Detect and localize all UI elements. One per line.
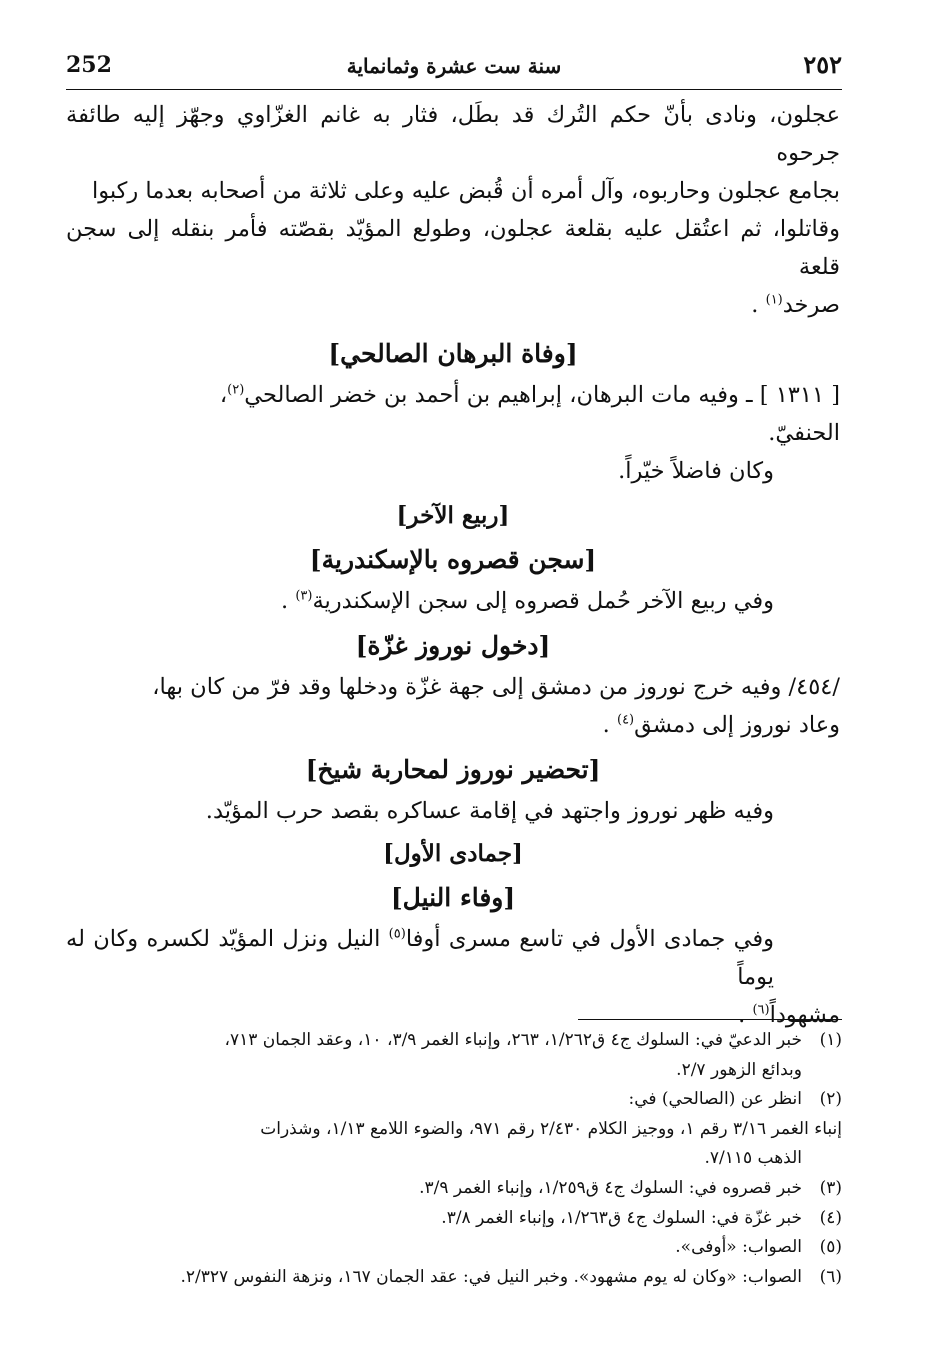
- paragraph-line: وقاتلوا، ثم اعتُقل عليه بقلعة عجلون، وطولع المؤيّد بقصّته فأمر بنقله إلى سجن قلعة: [66, 216, 840, 280]
- footnotes: [66, 1026, 842, 1292]
- footnote-line: إنباء الغمر ٣/١٦ رقم ١، ووجيز الكلام ٢/٤٣٠ رقم ٩٧١، والضوء اللامع ١/١٣، وشذرات: [260, 1118, 842, 1139]
- footnote-text: خبر قصروه في: السلوك ج٤ ق١/٢٥٩، وإنباء الغمر ٣/٩.: [419, 1177, 802, 1198]
- footnote-number: (٣): [819, 1177, 842, 1198]
- footnote: [66, 1204, 842, 1234]
- text-span: ،: [219, 382, 228, 408]
- footnote-text: الصواب: «وكان له يوم مشهود». وخبر النيل في: عقد الجمان ١٦٧، ونزهة النفوس ٢/٣٢٧.: [180, 1266, 802, 1287]
- section-heading: [ربيع الآخر]: [396, 502, 510, 529]
- text-span: وعاد نوروز إلى دمشق: [634, 712, 840, 738]
- section-heading: [سجن قصروه بالإسكندرية]: [309, 545, 597, 574]
- paragraph-line: بجامع عجلون وحاربوه، وآل أمره أن قُبض عليه وعلى ثلاثة من أصحابه بعدما ركبوا: [91, 178, 840, 204]
- footnote-ref: (٥): [388, 926, 406, 942]
- footnote-number: (٤): [819, 1207, 842, 1228]
- section-heading: [جمادى الأول]: [383, 840, 523, 867]
- footnote-text: خبر غزّة في: السلوك ج٤ ق١/٢٦٣، وإنباء الغمر ٣/٨.: [441, 1207, 802, 1228]
- footnote: [66, 1263, 842, 1293]
- footnote-text: خبر الدعيّ في: السلوك ج٤ ق١/٢٦٢، ٢٦٣، وإنباء الغمر ٣/٩، ١٠، وعقد الجمان ٧١٣،: [224, 1030, 802, 1050]
- paragraph-line: الحنفيّ.: [768, 420, 840, 446]
- page-number-arabic: ٢٥٢: [803, 50, 842, 79]
- section-heading: [دخول نوروز غزّة]: [355, 631, 551, 660]
- footnote-line: وبدائع الزهور ٢/٧.: [676, 1059, 802, 1080]
- footnote-line: الذهب ٧/١١٥.: [704, 1148, 802, 1169]
- footnote: [66, 1085, 842, 1115]
- footnote-ref: (٤): [616, 712, 635, 728]
- running-title: سنة ست عشرة وثمانماية: [346, 54, 562, 78]
- section-heading: [وفاة البرهان الصالحي]: [328, 339, 578, 368]
- paragraph-line: [66, 706, 840, 744]
- text-span: [ ١٣١١ ] ـ وفيه مات البرهان، إبراهيم بن أحمد بن خضر الصالحي: [244, 382, 840, 408]
- footnote-text: انظر عن (الصالحي) في:: [628, 1089, 802, 1110]
- paragraph-line: وفيه ظهر نوروز واجتهد في إقامة عساكره بقصد حرب المؤيّد.: [205, 798, 774, 824]
- footnote-ref: (٦): [752, 1002, 770, 1018]
- footnote-number: (٥): [819, 1237, 842, 1258]
- text-span: .: [751, 292, 759, 318]
- text-span: وفي جمادى الأول في تاسع مسرى أوفا: [405, 926, 775, 952]
- text-span: صرخد: [782, 292, 840, 318]
- paragraph-line: [66, 286, 840, 324]
- section-heading: [تحضير نوروز لمحاربة شيخ]: [305, 755, 601, 784]
- paragraph-line: [66, 920, 840, 996]
- footnote-number: (٦): [819, 1266, 842, 1287]
- text-span: .: [602, 712, 610, 738]
- footnote-number: (١): [819, 1030, 842, 1050]
- header-rule: [66, 89, 842, 90]
- paragraph-line: عجلون، ونادى بأنّ حكم التُرك قد بطَل، فثار به غانم الغزّاوي وجهّز إليه طائفة جرحوه: [66, 102, 840, 166]
- text-span: مشهوداً: [769, 1002, 840, 1028]
- footnote: [66, 1233, 842, 1263]
- text-span: .: [281, 588, 289, 614]
- footnote-rule: [578, 1019, 842, 1020]
- footnote-ref: (٢): [227, 382, 245, 398]
- text-span: وفي ربيع الآخر حُمل قصروه إلى سجن الإسكندرية: [312, 588, 774, 614]
- text-span: النيل ونزل المؤيّد لكسره وكان له يوماً: [66, 926, 774, 990]
- text-span: .: [738, 1002, 746, 1028]
- footnote-ref: (٣): [295, 588, 313, 604]
- page-number-latin: 252: [66, 52, 112, 78]
- footnote-text: الصواب: «أوفى».: [675, 1237, 802, 1258]
- paragraph-line: /٤٥٤/ وفيه خرج نوروز من دمشق إلى جهة غزّة ودخلها وقد فرّ من كان بها،: [152, 674, 840, 700]
- page-header: [66, 50, 842, 86]
- footnote: [66, 1174, 842, 1204]
- main-text: [66, 96, 840, 1034]
- paragraph-line: [66, 376, 840, 414]
- footnote-ref: (١): [765, 292, 783, 308]
- paragraph-line: وكان فاضلاً خيّراً.: [618, 458, 774, 484]
- section-heading: [وفاء النيل]: [390, 883, 516, 912]
- footnote-number: (٢): [819, 1089, 842, 1110]
- footnote: [66, 1026, 842, 1056]
- paragraph-line: [66, 582, 840, 620]
